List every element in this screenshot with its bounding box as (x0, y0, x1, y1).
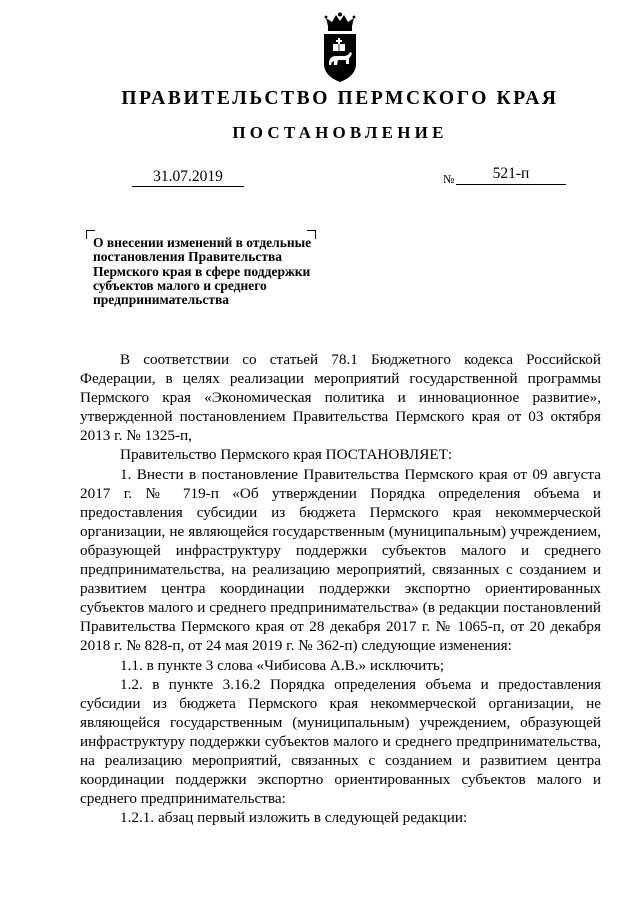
document-type: ПОСТАНОВЛЕНИЕ (232, 123, 448, 142)
subject-line: Пермского края в сфере поддержки (93, 263, 311, 279)
item-1-2-paragraph: 1.2. в пункте 3.16.2 Порядка определения объема и предоставления субсидии из бюджета Пермского края некоммерческой организации, не являющейся государственным (муниципальным) учреждением, образующей инфраструктуру поддержки субъектов малого и среднего предпринимательства, на реализацию мероприятий, связанных с созданием и развитием центра координации поддержки экспортно ориентированных субъектов малого и среднего предпринимательства: (80, 675, 601, 808)
subject-line: субъектов малого и среднего (93, 277, 267, 293)
item-1-paragraph: 1. Внести в постановление Правительства Пермского края от 09 августа 2017 г. № 719-п «Об утверждении Порядка определения объема и предоставления субсидии из бюджета Пермского края некоммерческой организации, не являющейся государственным (муниципальным) учреждением, образующей инфраструктуру поддержки субъектов малого и среднего предпринимательства, на реализацию мероприятий, связанных с созданием и развитием центра координации поддержки экспортно ориентированных субъектов малого и среднего предпринимательства» (в редакции постановлений Правительства Пермского края от 28 декабря 2017 г. № 1065-п, от 20 декабря 2018 г. № 828-п, от 24 мая 2019 г. № 362-п) следующие изменения: (80, 465, 601, 655)
government-title: ПРАВИТЕЛЬСТВО ПЕРМСКОГО КРАЯ (121, 88, 559, 109)
document-body (80, 350, 601, 827)
perm-krai-emblem-icon (318, 12, 362, 84)
subject-line: О внесении изменений в отдельные (93, 235, 312, 250)
document-subject (93, 236, 355, 307)
subject-line: предпринимательства (93, 292, 230, 308)
document-date: 31.07.2019 (132, 168, 244, 187)
subject-line: постановления Правительства (93, 249, 282, 265)
document-number: 521-п (456, 164, 566, 185)
resolve-paragraph: Правительство Пермского края ПОСТАНОВЛЯЕТ: (120, 446, 453, 464)
number-sign: № (443, 172, 455, 186)
item-1-1-paragraph: 1.1. в пункте 3 слова «Чибисова А.В.» исключить; (120, 656, 445, 674)
item-1-2-1-paragraph: 1.2.1. абзац первый изложить в следующей редакции: (120, 809, 468, 827)
preamble-paragraph: В соответствии со статьей 78.1 Бюджетного кодекса Российской Федерации, в целях реализации мероприятий государственной программы Пермского края «Экономическая политика и инновационное развитие», утвержденной постановлением Правительства Пермского края от 03 октября 2013 г. № 1325-п, (80, 351, 601, 445)
